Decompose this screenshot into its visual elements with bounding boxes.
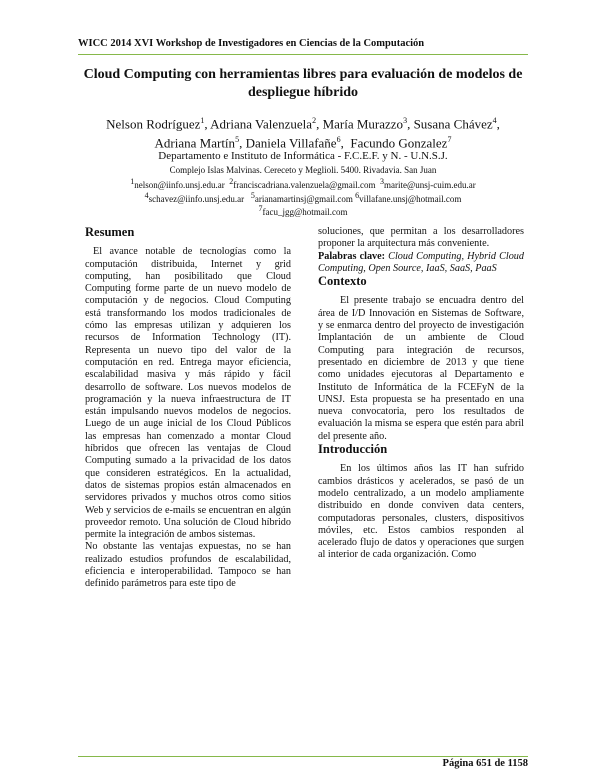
email-affil: 3 (379, 177, 384, 186)
email: arianamartinsj@gmail.com (254, 193, 353, 204)
author: Nelson Rodríguez (106, 116, 201, 132)
keywords-text: Cloud Computing, Hybrid Cloud Computing, Open Source, IaaS, SaaS, PaaS (318, 250, 524, 274)
author-list: Nelson Rodríguez$^1$, Adriana Valenzuela$^2$, María Murazzo$^3$, Susana Chávez$^4$, Adriana Martín$^5$, Daniela Villafañe$^6$, Facundo Gonzalez$^7$ (106, 116, 500, 151)
email: franciscadriana.valenzuela@gmail.com (233, 180, 376, 190)
author-affil: 3 (403, 116, 408, 125)
email-affil: 4 (144, 190, 149, 200)
author: Adriana Valenzuela (210, 116, 313, 132)
email-affil: 1 (130, 177, 135, 186)
email: villafane.unsj@hotmail.com (359, 193, 462, 204)
email-list (78, 177, 528, 218)
author-affil: 4 (492, 116, 497, 125)
header-rule (78, 54, 528, 55)
contexto-heading: Contexto (318, 274, 367, 289)
email-affil: 2 (229, 177, 234, 186)
keywords (318, 251, 524, 276)
paper-title: Cloud Computing con herramientas libres para evaluación de modelos de despliegue híbrido (83, 67, 523, 100)
left-column (85, 226, 291, 591)
email: marite@unsj-cuim.edu.ar (383, 180, 476, 190)
author-affil: 2 (312, 116, 317, 125)
author-affil: 6 (336, 135, 341, 145)
author: Facundo Gonzalez (350, 135, 448, 151)
author-affil: 5 (235, 135, 240, 145)
email: nelson@iinfo.unsj.edu.ar (134, 180, 225, 190)
resumen-paragraph: No obstante las ventajas expuestas, no se han realizado estudios profundos de escalabilidad, eficiencia e interoperabilidad. Tampoco se han definido parámetros para este tipo de (85, 541, 291, 590)
resumen-paragraph: El avance notable de tecnologías como la computación distribuida, Internet y grid computing, han posibilitado que Cloud Computing forme parte de un nuevo modelo de computación y de negocios. Cloud Computing está transformando los modos tradicionales de cómo las empresas utilizan y adquieren los recursos de Information Technology (IT). Representa un nuevo tipo del valor de la computación en red. Entrega mayor eficiencia, escalabilidad masiva y más rápido y fácil desarrollo de software. Los nuevos modelos de programación y la nueva infraestructura de IT están impulsando nuevos modelos de negocios. Luego de un auge inicial de los Cloud Públicos las empresas han comenzado a montar Cloud híbridos que ofrecen las ventajas de Cloud Computing sumado a la privacidad de los datos que consideren estratégicos. En la actualidad, datos de sistemas propios están almacenados en servidores privados y muchos otros como sitios Web y servicios de e-mails se encuentran en algún proveedor remoto. Una solución de Cloud híbrido permite la integración de ambos sistemas. (85, 246, 291, 541)
address: Complejo Islas Malvinas. Cereceto y Meglioli. 5400. Rivadavia. San Juan (169, 165, 437, 175)
author: Adriana Martín (154, 135, 236, 151)
email-affil: 6 (355, 190, 360, 200)
email-affil: 5 (250, 190, 255, 200)
author-affil: 7 (447, 135, 452, 145)
department: Departamento e Instituto de Informática - F.C.E.F. y N. - U.N.S.J. (158, 150, 448, 162)
page-number: Página 651 de 1158 (442, 758, 528, 769)
email: schavez@iinfo.unsj.edu.ar (148, 193, 245, 204)
author-affil: 1 (200, 116, 205, 125)
contexto-paragraph: El presente trabajo se encuadra dentro del área de I/D Innovación en Sistemas de Software, y se enmarca dentro del proyecto de investigación Implantación de un ambiente de Cloud Computing para integración de recursos, presentado en diciembre de 2013 y que tiene como unidades ejecutoras al Departamento e Instituto de Informática de la FCEFyN de la UNSJ. Esta propuesta se ha presentado en una nueva convocatoria, pero los resultados de evaluación la misma se espera que estén para abril del presente año. (318, 295, 524, 442)
author: Susana Chávez (413, 116, 493, 132)
resumen-paragraph: soluciones, que permitan a los desarrolladores proponer la arquitectura más conveniente. (318, 226, 524, 250)
introduccion-heading: Introducción (318, 442, 388, 457)
right-column (318, 226, 524, 562)
author: María Murazzo (322, 116, 404, 132)
introduccion-paragraph: En los últimos años las IT han sufrido cambios drásticos y acelerados, se pasó de un modelo centralizado, a un modelo ampliamente distribuido en donde conviven data centers, computadoras personales, clusters, dispositivos móviles, etc. Estos cambios responden al acelerado flujo de datos y operaciones que surgen al interior de cada organización. Como (318, 463, 524, 561)
author: Daniela Villafañe (245, 135, 337, 151)
footer-rule (78, 756, 528, 757)
email: facu_jgg@hotmail.com (262, 207, 348, 217)
email-affil: 7 (258, 204, 263, 213)
keywords-label: Palabras clave: (318, 250, 386, 262)
resumen-heading: Resumen (85, 225, 135, 239)
running-header: WICC 2014 XVI Workshop de Investigadores en Ciencias de la Computación (78, 38, 425, 49)
